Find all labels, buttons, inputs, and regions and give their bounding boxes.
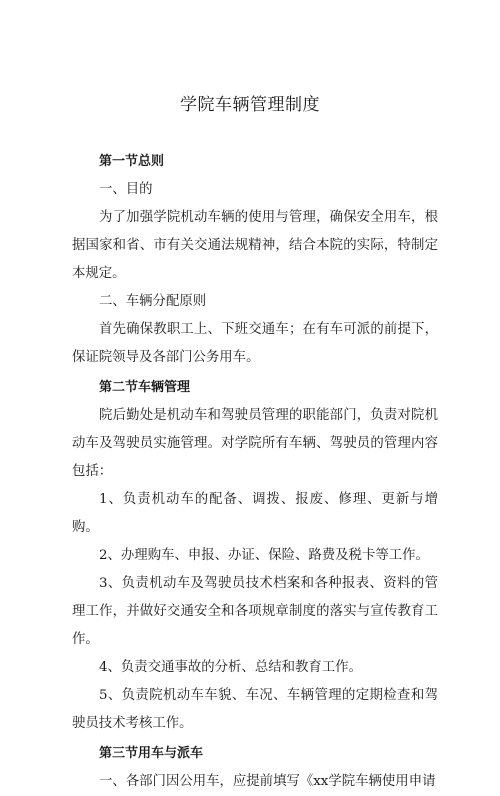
document-title: 学院车辆管理制度	[180, 95, 320, 115]
paragraph: 2、办理购车、申报、办证、保险、路费及税卡等工作。	[99, 548, 429, 563]
paragraph: 一、各部门因公用车，应提前填写《xx学院车辆使用申请	[99, 774, 436, 789]
paragraph: 3、负责机动车及驾驶员技术档案和各种报表、资料的管理工作，并做好交通安全和各项规章制度的落实与宣传教育工作。	[72, 576, 438, 647]
paragraph: 二、车辆分配原则	[99, 294, 207, 309]
paragraph: 1、负责机动车的配备、调拨、报废、修理、更新与增购。	[72, 492, 438, 535]
document-body	[72, 148, 438, 796]
section-heading-1: 第一节总则	[99, 154, 165, 169]
section-heading-3: 第三节用车与派车	[99, 746, 204, 761]
paragraph: 院后勤处是机动车和驾驶员管理的职能部门，负责对院机动车及驾驶员实施管理。对学院所有车辆、驾驶员的管理内容包括：	[72, 408, 438, 479]
paragraph: 首先确保教职工上、下班交通车；在有车可派的前提下，保证院领导及各部门公务用车。	[72, 322, 438, 365]
paragraph: 一、目的	[99, 182, 153, 197]
paragraph: 5、负责院机动车车貌、车况、车辆管理的定期检查和驾驶员技术考核工作。	[72, 688, 438, 731]
section-heading-2: 第二节车辆管理	[99, 380, 191, 395]
paragraph: 为了加强学院机动车辆的使用与管理，确保安全用车，根据国家和省、市有关交通法规精神，结合本院的实际，特制定本规定。	[72, 210, 438, 281]
paragraph: 4、负责交通事故的分析、总结和教育工作。	[99, 660, 362, 675]
